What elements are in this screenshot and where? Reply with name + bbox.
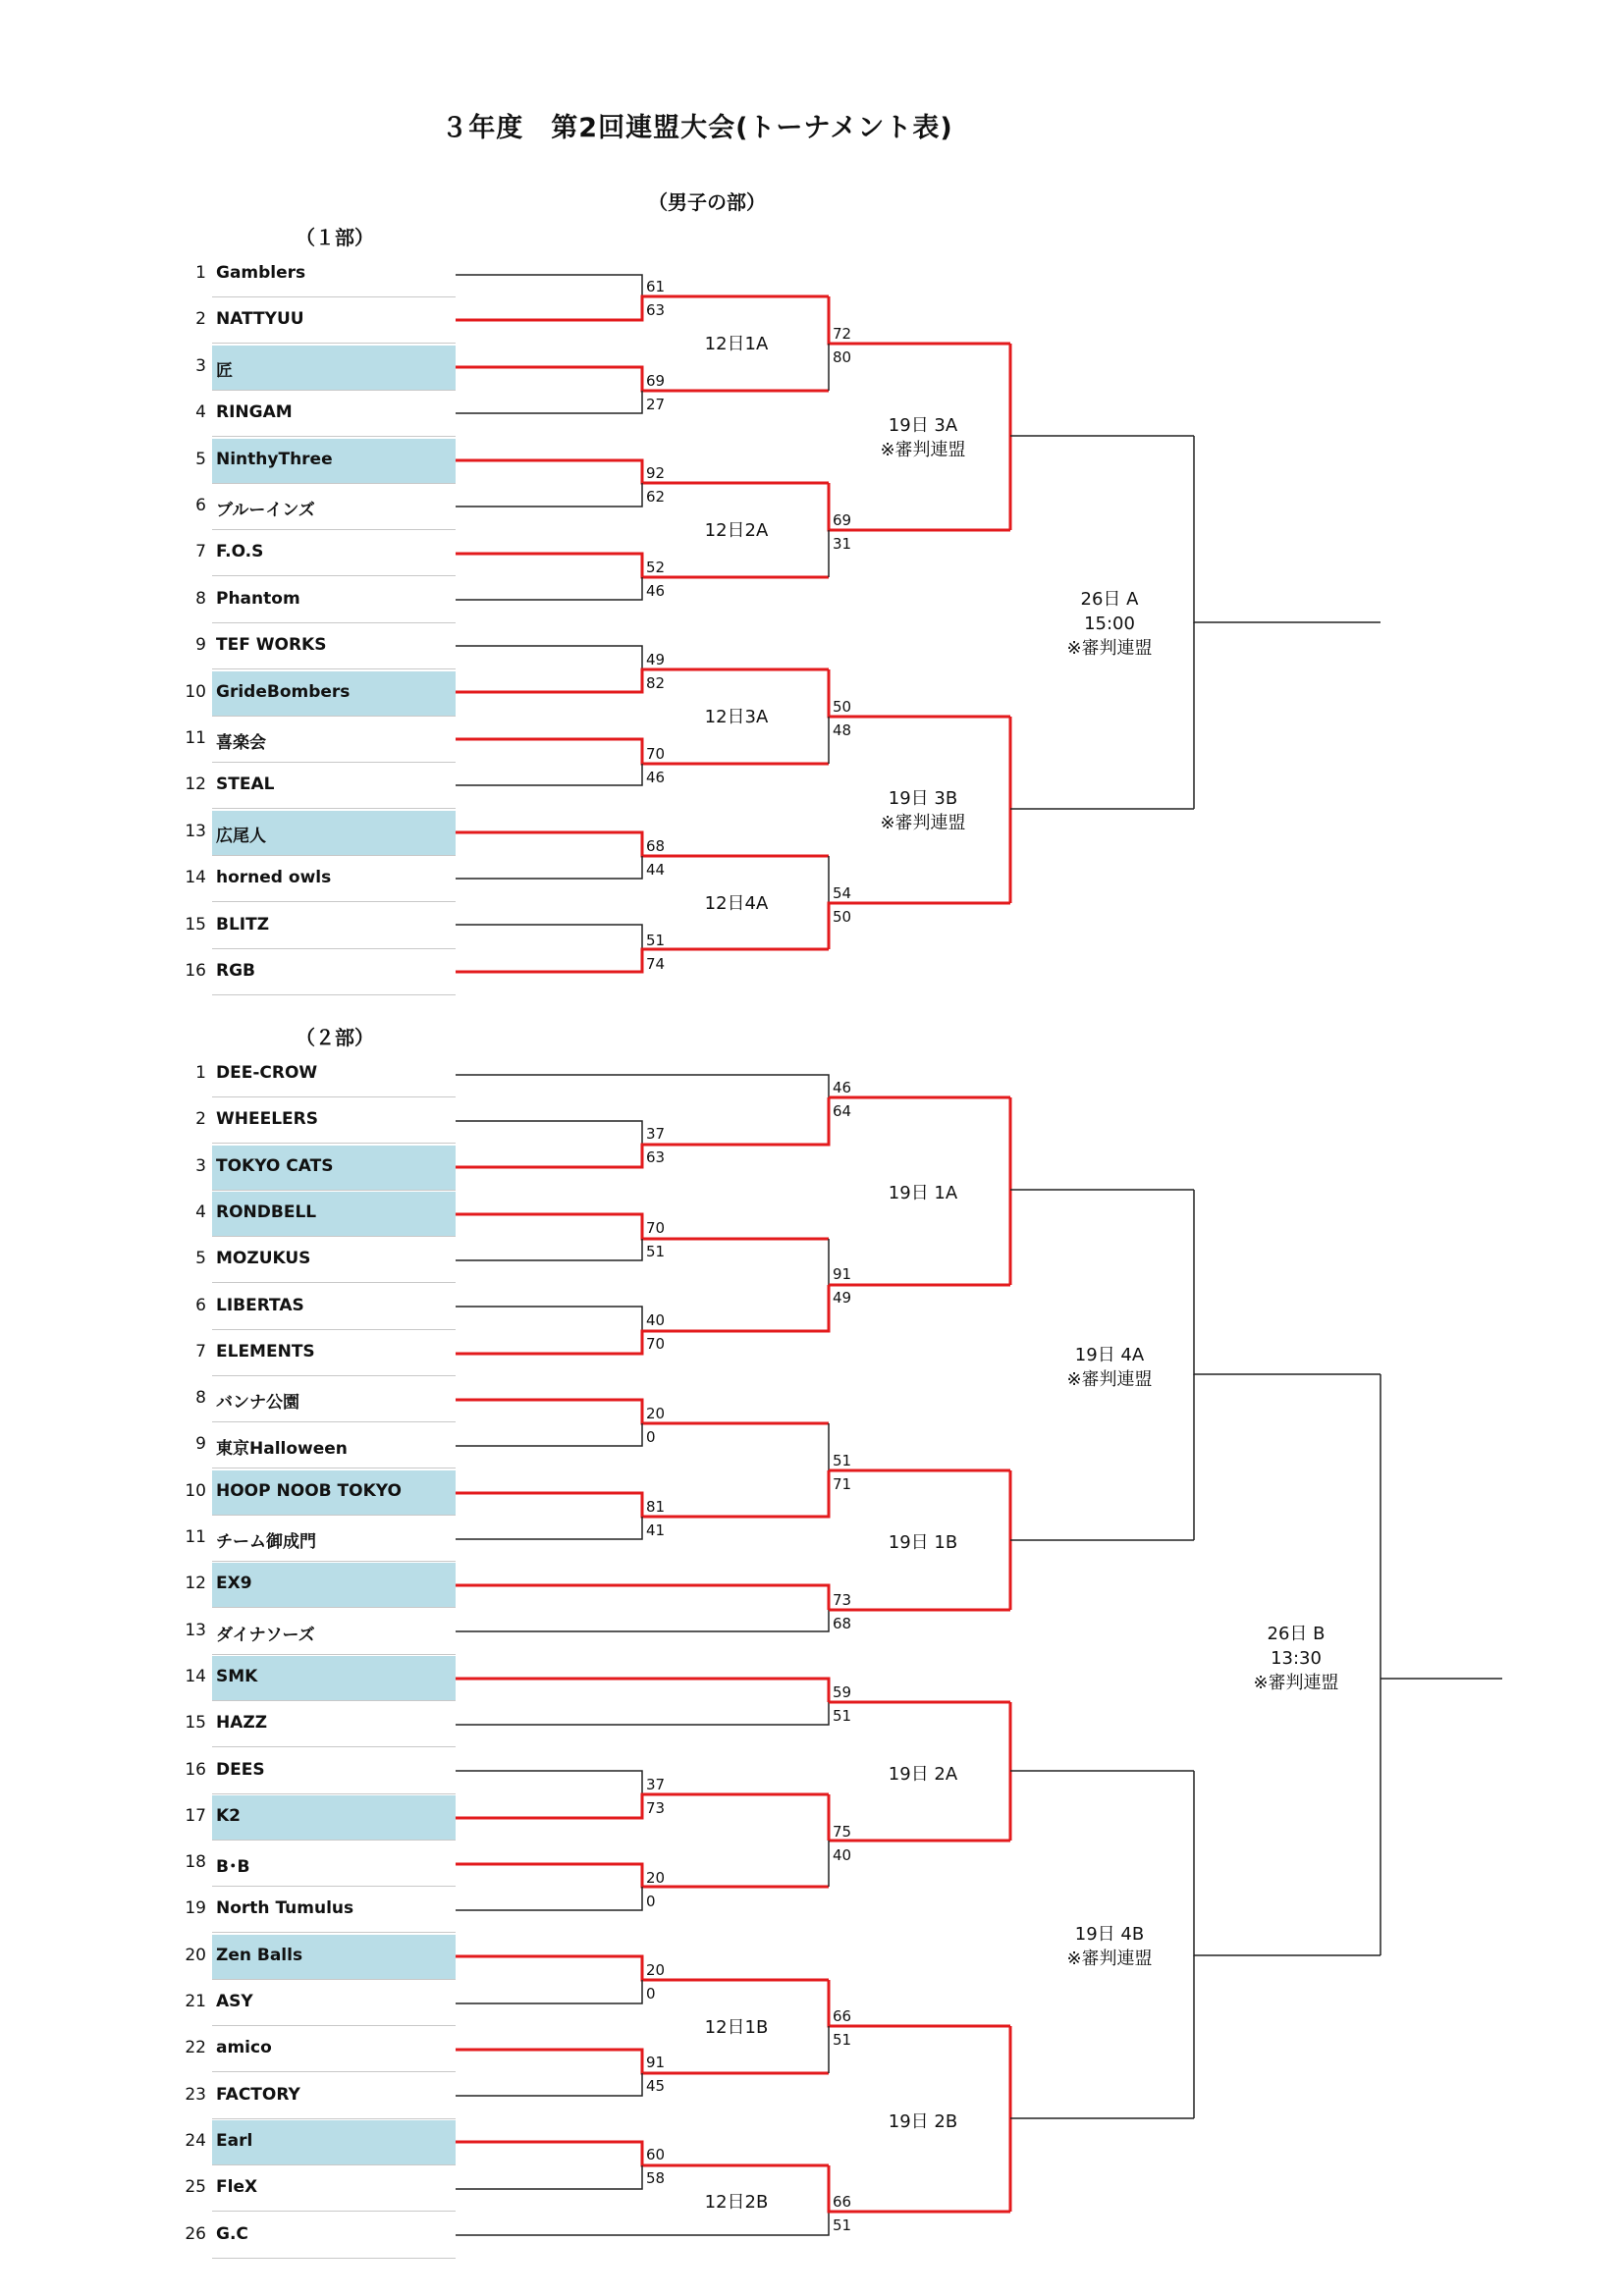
team-name: Earl bbox=[216, 2130, 253, 2151]
team-name: TOKYO CATS bbox=[216, 1155, 334, 1176]
team-name: WHEELERS bbox=[216, 1109, 318, 1130]
round-label: 12日1B bbox=[704, 2017, 769, 2038]
winner-path-line bbox=[829, 1980, 1010, 2026]
team-seed-number: 23 bbox=[185, 2084, 206, 2105]
team-seed-number: 15 bbox=[185, 1713, 206, 1734]
team-seed-number: 21 bbox=[185, 1992, 206, 2011]
score: 71 bbox=[833, 1475, 852, 1493]
team-seed-number: 13 bbox=[185, 821, 206, 841]
team-seed-number: 12 bbox=[185, 1574, 206, 1594]
score: 59 bbox=[833, 1683, 852, 1701]
team-name: GrideBombers bbox=[216, 681, 351, 702]
round-label: 26日 B 13:30 ※審判連盟 bbox=[1253, 1624, 1339, 1693]
team-name: North Tumulus bbox=[216, 1898, 354, 1919]
team-name: 喜楽会 bbox=[216, 733, 266, 753]
team-seed-number: 2 bbox=[195, 309, 206, 330]
team-name: STEAL bbox=[216, 774, 275, 795]
score: 49 bbox=[646, 651, 666, 668]
team-seed-number: 9 bbox=[195, 1434, 206, 1455]
round-label: 12日3A bbox=[704, 707, 769, 727]
score: 62 bbox=[646, 488, 666, 506]
bracket-line bbox=[456, 2212, 829, 2235]
score: 40 bbox=[833, 1846, 852, 1864]
score: 58 bbox=[646, 2169, 666, 2187]
winner-path-line bbox=[456, 2142, 829, 2165]
round-label: 12日4A bbox=[704, 893, 769, 914]
team-name: amico bbox=[216, 2038, 272, 2058]
score: 0 bbox=[646, 1985, 656, 2002]
winner-path-line bbox=[829, 483, 1010, 530]
bracket-line bbox=[1194, 1190, 1380, 1374]
team-seed-number: 1 bbox=[195, 263, 206, 283]
round-label: 19日 2A bbox=[888, 1764, 958, 1785]
bracket-line bbox=[456, 2073, 642, 2096]
bracket-line bbox=[456, 1980, 642, 2003]
team-name: RINGAM bbox=[216, 402, 293, 423]
team-seed-number: 3 bbox=[195, 355, 206, 376]
score: 68 bbox=[833, 1615, 852, 1632]
winner-path-line bbox=[456, 739, 829, 764]
score: 41 bbox=[646, 1522, 666, 1539]
team-name: バンナ公園 bbox=[216, 1393, 299, 1414]
team-seed-number: 16 bbox=[185, 961, 206, 981]
team-seed-number: 8 bbox=[195, 588, 206, 609]
team-name: ASY bbox=[216, 1992, 253, 2011]
winner-path-line bbox=[456, 1470, 829, 1517]
round-label: 26日 A 15:00 ※審判連盟 bbox=[1066, 589, 1153, 659]
winner-path-line bbox=[829, 669, 1010, 717]
round-label: 19日 4A ※審判連盟 bbox=[1066, 1345, 1153, 1390]
team-name: horned owls bbox=[216, 868, 332, 888]
team-name: BLITZ bbox=[216, 914, 270, 934]
winner-path-line bbox=[456, 1400, 829, 1423]
bracket-line bbox=[456, 646, 642, 669]
bracket-line bbox=[456, 1239, 642, 1260]
bracket-line bbox=[456, 1610, 829, 1631]
bracket-line bbox=[1194, 436, 1380, 622]
score: 51 bbox=[833, 1452, 852, 1469]
team-seed-number: 16 bbox=[185, 1759, 206, 1780]
division1-label: （１部） bbox=[296, 226, 374, 249]
team-seed-number: 12 bbox=[185, 774, 206, 795]
team-seed-number: 4 bbox=[195, 402, 206, 423]
winner-path-line bbox=[456, 367, 829, 391]
team-seed-number: 1 bbox=[195, 1063, 206, 1083]
team-name: 匠 bbox=[216, 360, 233, 381]
winner-path-line bbox=[456, 554, 829, 577]
round-label: 12日2A bbox=[704, 520, 769, 541]
team-seed-number: 10 bbox=[185, 681, 206, 702]
team-name: RONDBELL bbox=[216, 1201, 317, 1222]
score: 20 bbox=[646, 1961, 666, 1979]
score: 52 bbox=[646, 559, 666, 576]
team-seed-number: 20 bbox=[185, 1945, 206, 1965]
team-name: DEES bbox=[216, 1759, 265, 1780]
score: 91 bbox=[833, 1265, 852, 1283]
bracket-line bbox=[456, 1075, 829, 1097]
team-name: Phantom bbox=[216, 588, 300, 609]
score: 37 bbox=[646, 1776, 666, 1793]
bracket-line bbox=[1194, 1771, 1380, 1955]
team-seed-number: 18 bbox=[185, 1852, 206, 1873]
round-label: 19日 4B ※審判連盟 bbox=[1066, 1924, 1153, 1969]
team-name: FACTORY bbox=[216, 2084, 300, 2105]
team-seed-number: 13 bbox=[185, 1620, 206, 1640]
team-seed-number: 15 bbox=[185, 914, 206, 934]
score: 69 bbox=[646, 372, 666, 390]
team-seed-number: 14 bbox=[185, 1666, 206, 1686]
team-seed-number: 9 bbox=[195, 635, 206, 656]
score: 48 bbox=[833, 721, 852, 739]
winner-path-line bbox=[829, 903, 1010, 949]
round-label: 19日 1A bbox=[888, 1183, 958, 1203]
score: 27 bbox=[646, 396, 666, 413]
winner-path-line bbox=[456, 1864, 829, 1887]
score: 82 bbox=[646, 674, 666, 692]
team-seed-number: 11 bbox=[185, 1527, 206, 1547]
round-label: 19日 1B bbox=[888, 1532, 958, 1553]
score: 72 bbox=[833, 325, 852, 343]
score: 70 bbox=[646, 1219, 666, 1237]
team-name: TEF WORKS bbox=[216, 635, 327, 656]
score: 73 bbox=[833, 1591, 852, 1609]
score: 49 bbox=[833, 1289, 852, 1307]
score: 60 bbox=[646, 2146, 666, 2163]
bracket-line bbox=[456, 577, 642, 600]
team-seed-number: 4 bbox=[195, 1201, 206, 1222]
round-label: 12日1A bbox=[704, 334, 769, 354]
team-name: NinthyThree bbox=[216, 449, 333, 469]
team-name: チーム御成門 bbox=[216, 1532, 316, 1552]
score: 63 bbox=[646, 1148, 666, 1166]
score: 50 bbox=[833, 908, 852, 926]
team-name: RGB bbox=[216, 961, 256, 981]
team-seed-number: 6 bbox=[195, 496, 206, 515]
score: 61 bbox=[646, 278, 666, 295]
score: 80 bbox=[833, 348, 852, 366]
team-seed-number: 11 bbox=[185, 728, 206, 748]
bracket-line bbox=[456, 2165, 642, 2189]
score: 46 bbox=[833, 1079, 852, 1096]
score: 31 bbox=[833, 535, 852, 553]
score: 40 bbox=[646, 1311, 666, 1329]
team-name: 東京Halloween bbox=[216, 1439, 348, 1460]
score: 50 bbox=[833, 698, 852, 716]
team-seed-number: 17 bbox=[185, 1805, 206, 1826]
bracket-line bbox=[456, 1307, 642, 1331]
team-seed-number: 7 bbox=[195, 542, 206, 562]
round-label: 12日2B bbox=[704, 2192, 769, 2213]
winner-path-line bbox=[829, 296, 1010, 344]
page-title: ３年度 第2回連盟大会(トーナメント表) bbox=[441, 113, 953, 143]
bracket-line bbox=[456, 1121, 642, 1145]
score: 20 bbox=[646, 1405, 666, 1422]
team-seed-number: 25 bbox=[185, 2177, 206, 2198]
team-seed-number: 7 bbox=[195, 1341, 206, 1362]
score: 51 bbox=[833, 2031, 852, 2049]
winner-path-line bbox=[456, 2050, 829, 2073]
team-name: MOZUKUS bbox=[216, 1249, 311, 1269]
team-name: NATTYUU bbox=[216, 309, 304, 330]
score: 63 bbox=[646, 301, 666, 319]
bracket-line bbox=[456, 1887, 642, 1910]
team-name: Gamblers bbox=[216, 263, 306, 283]
page-subtitle: （男子の部） bbox=[648, 190, 766, 214]
score: 68 bbox=[646, 837, 666, 855]
winner-path-line bbox=[456, 832, 829, 856]
score: 70 bbox=[646, 745, 666, 763]
team-name: EX9 bbox=[216, 1574, 252, 1594]
team-name: ELEMENTS bbox=[216, 1341, 315, 1362]
score: 54 bbox=[833, 884, 852, 902]
score: 66 bbox=[833, 2007, 852, 2025]
bracket-line bbox=[456, 275, 642, 296]
winner-path-line bbox=[456, 669, 829, 692]
team-seed-number: 14 bbox=[185, 868, 206, 888]
score: 46 bbox=[646, 582, 666, 600]
bracket-line bbox=[456, 856, 642, 879]
division2-label: （２部） bbox=[296, 1026, 374, 1049]
team-name: LIBERTAS bbox=[216, 1295, 304, 1315]
score: 46 bbox=[646, 769, 666, 786]
team-seed-number: 3 bbox=[195, 1155, 206, 1176]
team-seed-number: 22 bbox=[185, 2038, 206, 2058]
team-name: 広尾人 bbox=[216, 826, 266, 846]
team-seed-number: 24 bbox=[185, 2130, 206, 2151]
team-seed-number: 5 bbox=[195, 449, 206, 469]
score: 64 bbox=[833, 1102, 852, 1120]
bracket-line bbox=[456, 1702, 829, 1725]
team-name: Zen Balls bbox=[216, 1945, 303, 1965]
score: 70 bbox=[646, 1335, 666, 1353]
team-seed-number: 2 bbox=[195, 1109, 206, 1130]
score: 0 bbox=[646, 1893, 656, 1910]
score: 51 bbox=[646, 1243, 666, 1260]
bracket-line bbox=[456, 1423, 642, 1446]
winner-path-line bbox=[456, 1794, 829, 1818]
score: 81 bbox=[646, 1498, 666, 1516]
bracket-line bbox=[456, 925, 642, 949]
team-name: HOOP NOOB TOKYO bbox=[216, 1480, 402, 1501]
score: 91 bbox=[646, 2054, 666, 2071]
team-name: FleX bbox=[216, 2177, 258, 2198]
team-seed-number: 8 bbox=[195, 1388, 206, 1409]
score: 75 bbox=[833, 1823, 852, 1841]
winner-path-line bbox=[456, 1679, 829, 1702]
score: 45 bbox=[646, 2077, 666, 2095]
team-seed-number: 10 bbox=[185, 1480, 206, 1501]
score: 37 bbox=[646, 1125, 666, 1143]
round-label: 19日 2B bbox=[888, 2111, 958, 2132]
team-seed-number: 6 bbox=[195, 1295, 206, 1315]
bracket-line bbox=[456, 1771, 642, 1794]
winner-path-line bbox=[456, 1956, 829, 1980]
round-label: 19日 3B ※審判連盟 bbox=[880, 788, 966, 833]
team-name: F.O.S bbox=[216, 542, 264, 562]
bracket-line bbox=[456, 1517, 642, 1539]
team-name: ブルーインズ bbox=[216, 501, 315, 520]
bracket-line bbox=[456, 483, 642, 507]
winner-path-line bbox=[456, 296, 829, 320]
team-name: ダイナソーズ bbox=[216, 1625, 315, 1645]
winner-path-line bbox=[829, 2165, 1010, 2212]
team-seed-number: 5 bbox=[195, 1249, 206, 1269]
winner-path-line bbox=[456, 1214, 829, 1239]
team-seed-number: 26 bbox=[185, 2223, 206, 2244]
score: 51 bbox=[833, 2216, 852, 2234]
score: 92 bbox=[646, 464, 666, 482]
team-name: G.C bbox=[216, 2223, 248, 2244]
score: 20 bbox=[646, 1869, 666, 1887]
score: 74 bbox=[646, 955, 666, 973]
score: 0 bbox=[646, 1428, 656, 1446]
winner-path-line bbox=[456, 1585, 829, 1610]
score: 73 bbox=[646, 1799, 666, 1817]
team-name: HAZZ bbox=[216, 1713, 268, 1734]
score: 51 bbox=[833, 1707, 852, 1725]
team-name: SMK bbox=[216, 1666, 258, 1686]
score: 69 bbox=[833, 511, 852, 529]
score: 44 bbox=[646, 861, 666, 879]
winner-path-line bbox=[456, 460, 829, 483]
winner-path-line bbox=[456, 949, 829, 972]
team-name: B･B bbox=[216, 1857, 250, 1878]
round-label: 19日 3A ※審判連盟 bbox=[880, 415, 966, 460]
team-seed-number: 19 bbox=[185, 1898, 206, 1919]
team-name: DEE-CROW bbox=[216, 1063, 318, 1083]
bracket-line bbox=[456, 391, 642, 413]
score: 51 bbox=[646, 932, 666, 949]
bracket-line bbox=[456, 764, 642, 785]
team-name: K2 bbox=[216, 1805, 242, 1826]
score: 66 bbox=[833, 2193, 852, 2211]
